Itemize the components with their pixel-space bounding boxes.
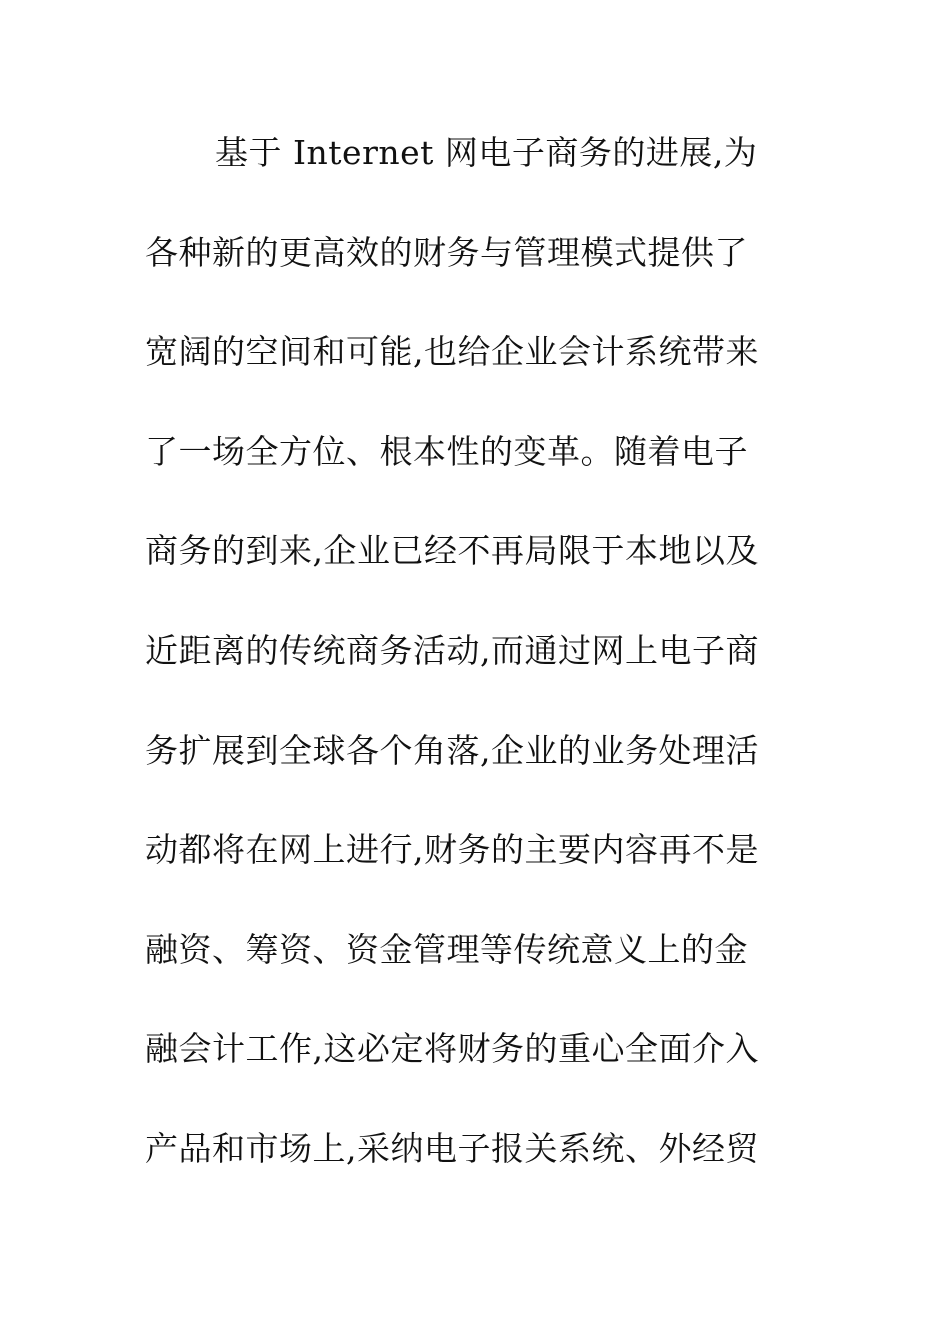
paragraph-line-10: 融会计工作,这必定将财务的重心全面介入 [145,1029,759,1069]
paragraph-line-2: 各种新的更高效的财务与管理模式提供了 [145,232,748,272]
paragraph-line-11: 产品和市场上,采纳电子报关系统、外经贸 [145,1128,759,1168]
paragraph-line-6: 近距离的传统商务活动,而通过网上电子商 [145,630,759,670]
body-paragraph [145,128,805,1224]
paragraph-line-1: 基于 Internet 网电子商务的进展,为 [215,133,758,172]
paragraph-line-9: 融资、筹资、资金管理等传统意义上的金 [145,929,748,969]
paragraph-line-3: 宽阔的空间和可能,也给企业会计系统带来 [145,332,759,372]
paragraph-line-4: 了一场全方位、根本性的变革。随着电子 [145,431,748,471]
paragraph-line-8: 动都将在网上进行,财务的主要内容再不是 [145,830,759,870]
paragraph-line-5: 商务的到来,企业已经不再局限于本地以及 [145,531,759,571]
paragraph-line-7: 务扩展到全球各个角落,企业的业务处理活 [145,730,759,770]
